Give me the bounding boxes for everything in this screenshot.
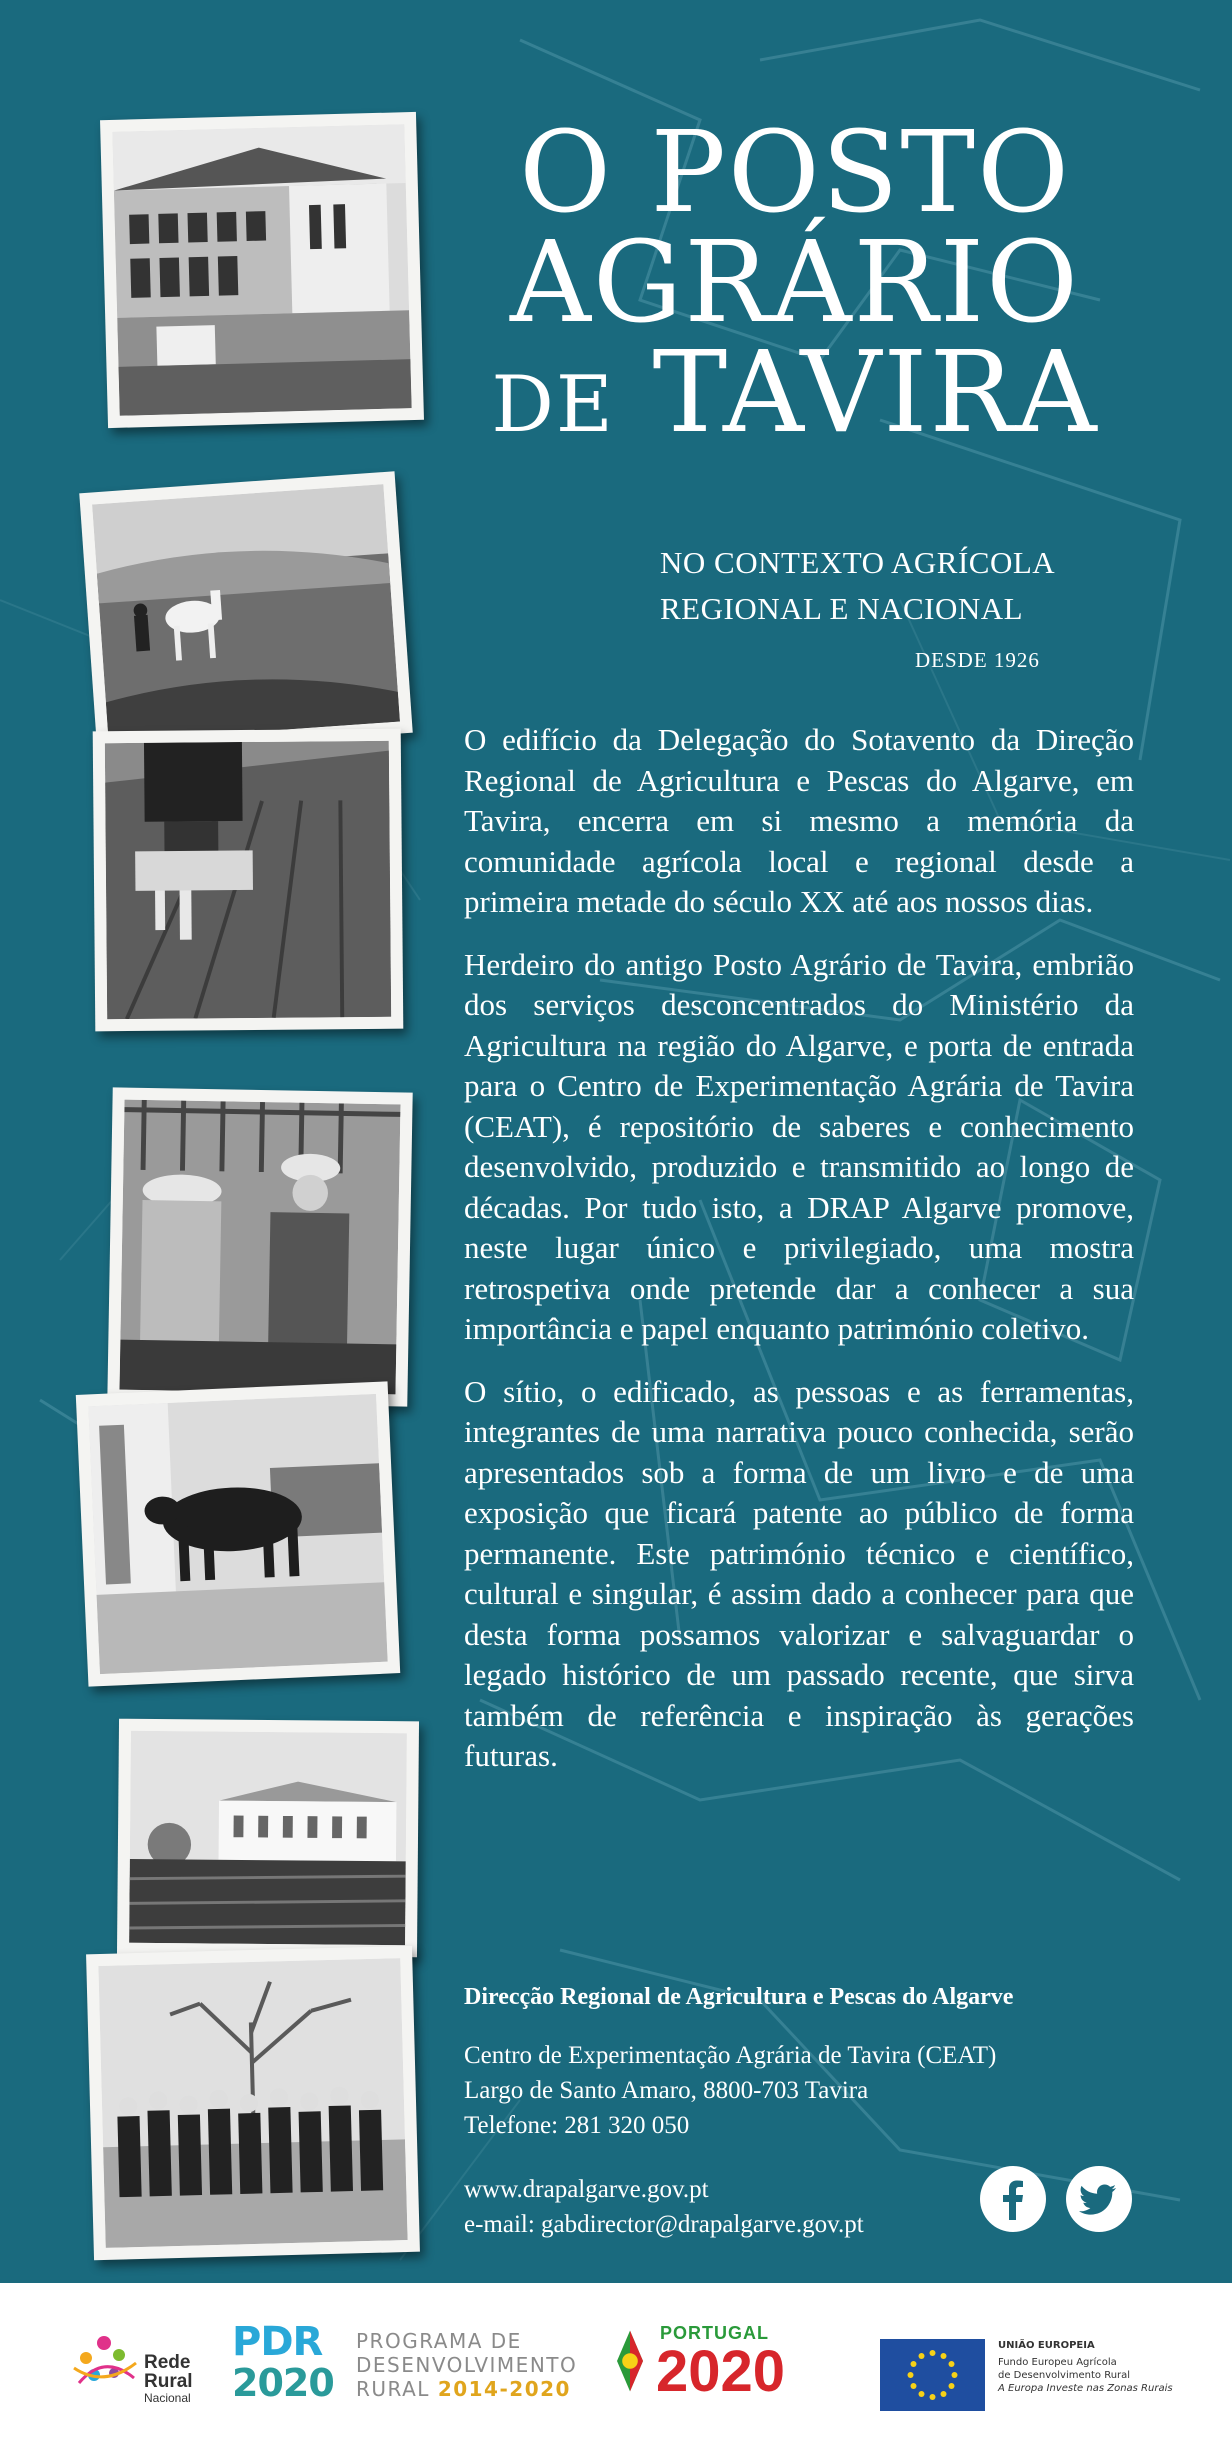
paragraph-3: O sítio, o edificado, as pessoas e as ferramentas, integrantes de uma narrativa pouco conhecida, serão apresentados sob a forma de um livro e de uma exposição que ficará patente ao público de forma permanente. Este património técnico e científico, cultural e singular, é assim dado a conhecer para que desta forma possamos valorizar e salvaguardar o legado histórico de um passado recente, que sirva também de referência e inspiração às gerações futuras. — [464, 1373, 1134, 1773]
address: Largo de Santo Amaro, 8800-703 Tavira — [464, 2077, 869, 2104]
organization-name: Direcção Regional de Agricultura e Pescas do Algarve — [464, 1984, 1014, 2010]
pdr-line-3-prefix: RURAL — [356, 2377, 438, 2401]
pdr2020-mark — [232, 2321, 342, 2411]
pdr-mark-bottom: 2020 — [232, 2361, 334, 2405]
body-text — [464, 720, 1134, 1799]
pdr-line-2: DESENVOLVIMENTO — [356, 2353, 578, 2377]
eu-line-2: de Desenvolvimento Rural — [998, 2370, 1131, 2381]
photo-white-building — [117, 1719, 419, 1958]
center-name: Centro de Experimentação Agrária de Tavira (CEAT) — [464, 2042, 997, 2069]
eu-flag — [880, 2339, 985, 2411]
photo-sowing — [93, 729, 404, 1032]
rede-rural-line-3: Nacional — [144, 2391, 191, 2405]
subtitle-line-2: REGIONAL E NACIONAL — [660, 591, 1024, 626]
portugal2020-mark — [604, 2323, 656, 2399]
rede-rural-logo — [64, 2323, 204, 2418]
website-link[interactable]: www.drapalgarve.gov.pt — [464, 2176, 709, 2203]
photo-building — [100, 112, 424, 428]
title-line-1: O POSTO — [519, 108, 1071, 238]
web-block — [464, 2172, 864, 2242]
twitter-icon[interactable] — [1066, 2166, 1132, 2232]
paragraph-1: O edifício da Delegação do Sotavento da Direção Regional de Agricultura e Pescas do Algarve, em Tavira, encerra em si mesmo a memória da comunidade agrícola local e regional desde a primeira metade do século XX até aos nossos dias. — [464, 722, 1134, 919]
contact-block — [464, 2038, 996, 2143]
pdr-line-3 — [356, 2377, 577, 2401]
eu-title: UNIÃO EUROPEIA — [998, 2340, 1095, 2351]
photo-group — [86, 1946, 420, 2260]
poster-title — [470, 108, 1120, 460]
facebook-icon[interactable] — [980, 2166, 1046, 2232]
title-tavira: TAVIRA — [652, 328, 1099, 458]
photo-horse — [79, 471, 413, 754]
eu-line-1: Fundo Europeu Agrícola — [998, 2357, 1117, 2368]
phone: Telefone: 281 320 050 — [464, 2112, 690, 2139]
pdr-line-1: PROGRAMA DE — [356, 2329, 522, 2353]
eu-line-3: A Europa Investe nas Zonas Rurais — [998, 2383, 1173, 2394]
paragraph-2: Herdeiro do antigo Posto Agrário de Tavira, embrião dos serviços desconcentrados do Ministério da Agricultura na região do Algarve, e porta de entrada para o Centro de Experimentação Agrária de Tavira (CEAT), é repositório de saberes e conhecimento desenvolvido, produzido e transmitido ao longo de décadas. Por tudo isto, a DRAP Algarve promove, neste lugar único e privilegiado, uma mostra retrospetiva onde pretende dar a conhecer a sua importância e papel enquanto património coletivo. — [464, 946, 1134, 1346]
title-line-2: AGRÁRIO — [510, 218, 1080, 348]
rede-rural-line-1: Rede — [144, 2352, 191, 2373]
title-line-3 — [470, 328, 1120, 460]
title-de: DE — [491, 360, 615, 450]
footer-logos — [0, 2283, 1232, 2444]
portugal2020-label: PORTUGAL — [660, 2323, 769, 2343]
portugal2020-year: 2020 — [656, 2339, 786, 2404]
subtitle-line-1: NO CONTEXTO AGRÍCOLA — [660, 545, 1056, 580]
rede-rural-line-2: Rural — [144, 2371, 193, 2392]
subtitle — [660, 540, 1120, 632]
portugal2020-logo — [604, 2323, 844, 2413]
photo-two-men — [107, 1087, 412, 1406]
pdr-mark-top: PDR — [232, 2319, 323, 2365]
since-year: DESDE 1926 — [915, 648, 1040, 672]
email-link[interactable]: e-mail: gabdirector@drapalgarve.gov.pt — [464, 2211, 864, 2238]
eu-logo — [880, 2339, 1200, 2411]
photo-bull — [76, 1381, 400, 1686]
rede-rural-mark — [64, 2323, 144, 2403]
pdr2020-logo — [232, 2321, 592, 2411]
pdr-line-3-years: 2014-2020 — [437, 2377, 571, 2401]
